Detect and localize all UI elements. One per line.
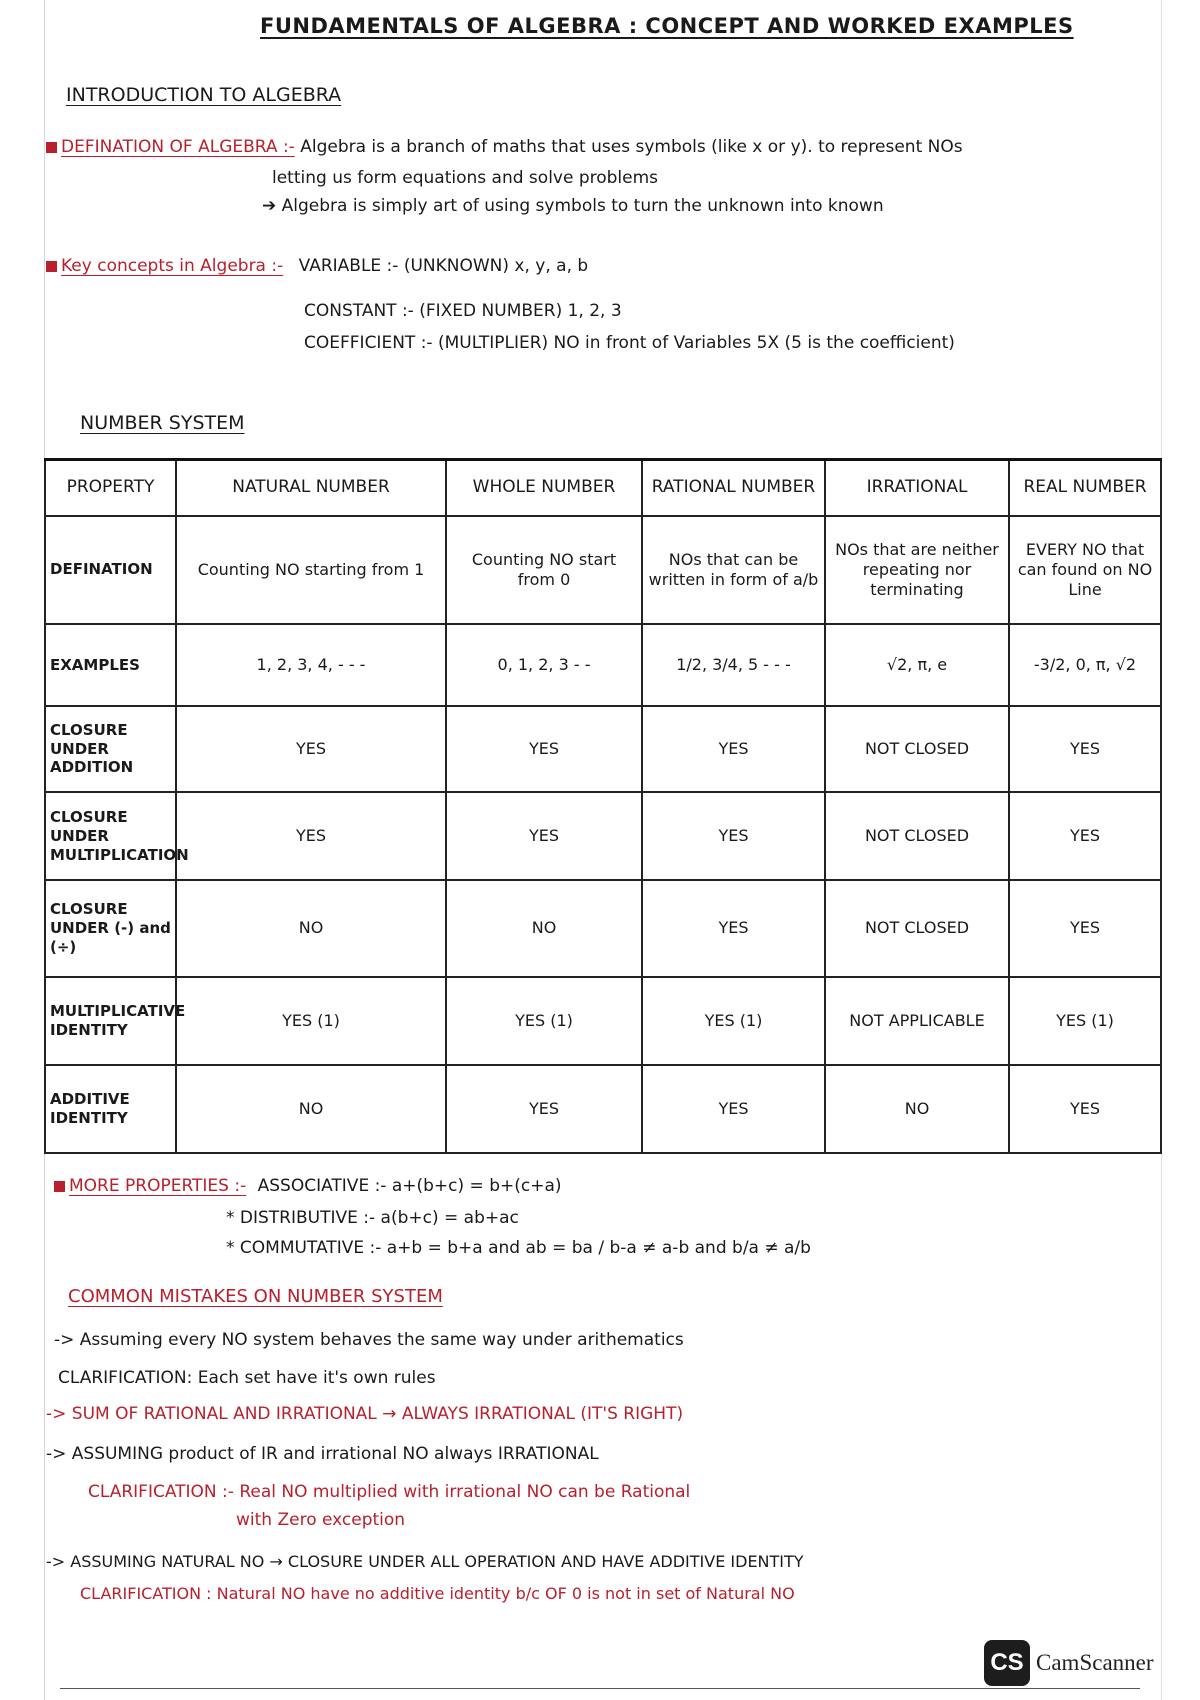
table-cell: YES (1) xyxy=(446,977,642,1065)
table-cell: YES xyxy=(642,792,825,880)
row-property: CLOSURE UNDER MULTIPLICATION xyxy=(45,792,176,880)
definition-text-3: Algebra is simply art of using symbols to turn the unknown into known xyxy=(281,196,884,216)
row-property: CLOSURE UNDER (-) and (÷) xyxy=(45,880,176,976)
table-cell: 0, 1, 2, 3 - - xyxy=(446,624,642,706)
intro-heading: INTRODUCTION TO ALGEBRA xyxy=(66,84,342,106)
page-title: FUNDAMENTALS OF ALGEBRA : CONCEPT AND WORKED EXAMPLES xyxy=(260,14,1074,38)
table-row xyxy=(45,880,1161,976)
coefficient-text: COEFFICIENT :- (MULTIPLIER) NO in front of Variables 5X (5 is the coefficient) xyxy=(304,333,955,353)
table-cell: YES (1) xyxy=(642,977,825,1065)
column-header: PROPERTY xyxy=(45,460,176,516)
table-cell: YES xyxy=(446,706,642,792)
table-cell: NOT APPLICABLE xyxy=(825,977,1009,1065)
commutative-value: COMMUTATIVE :- a+b = b+a and ab = ba / b-a ≠ a-b and b/a ≠ a/b xyxy=(239,1238,811,1258)
table-cell: NOs that can be written in form of a/b xyxy=(642,516,825,624)
column-header: NATURAL NUMBER xyxy=(176,460,446,516)
variable-text: VARIABLE :- (UNKNOWN) x, y, a, b xyxy=(298,256,589,276)
row-property: CLOSURE UNDER ADDITION xyxy=(45,706,176,792)
table-row xyxy=(45,706,1161,792)
mistakes-heading: COMMON MISTAKES ON NUMBER SYSTEM xyxy=(68,1286,443,1307)
table-cell: YES xyxy=(1009,880,1161,976)
constant-text: CONSTANT :- (FIXED NUMBER) 1, 2, 3 xyxy=(304,301,622,321)
table-cell: Counting NO starting from 1 xyxy=(176,516,446,624)
table-cell: YES xyxy=(642,880,825,976)
table-cell: YES xyxy=(1009,792,1161,880)
commutative-text: * COMMUTATIVE :- a+b = b+a and ab = ba / b-a ≠ a-b and b/a ≠ a/b xyxy=(226,1238,811,1258)
table-row xyxy=(45,1065,1161,1153)
table-cell: NOT CLOSED xyxy=(825,792,1009,880)
table-cell: NOs that are neither repeating nor terminating xyxy=(825,516,1009,624)
distributive-value: DISTRIBUTIVE :- a(b+c) = ab+ac xyxy=(239,1208,519,1228)
table-cell: NO xyxy=(176,880,446,976)
mistake-2: -> SUM OF RATIONAL AND IRRATIONAL → ALWAYS IRRATIONAL (IT'S RIGHT) xyxy=(46,1404,684,1424)
row-property: DEFINATION xyxy=(45,516,176,624)
mistake-3: -> ASSUMING product of IR and irrational NO always IRRATIONAL xyxy=(46,1444,599,1464)
page-bottom-rule xyxy=(60,1688,1140,1689)
column-header: WHOLE NUMBER xyxy=(446,460,642,516)
column-header: REAL NUMBER xyxy=(1009,460,1161,516)
clarification-3a: CLARIFICATION :- Real NO multiplied with irrational NO can be Rational xyxy=(88,1482,691,1502)
table-cell: EVERY NO that can found on NO Line xyxy=(1009,516,1161,624)
column-header: IRRATIONAL xyxy=(825,460,1009,516)
table-cell: YES xyxy=(176,706,446,792)
table-cell: NO xyxy=(176,1065,446,1153)
number-system-table xyxy=(44,458,1162,1154)
table-cell: YES xyxy=(446,1065,642,1153)
table-cell: NO xyxy=(446,880,642,976)
table-cell: 1, 2, 3, 4, - - - xyxy=(176,624,446,706)
table-cell: NOT CLOSED xyxy=(825,706,1009,792)
more-properties-row xyxy=(54,1176,562,1196)
bullet-icon xyxy=(54,1181,65,1192)
number-system-heading-text: NUMBER SYSTEM xyxy=(80,412,245,434)
distributive-text: * DISTRIBUTIVE :- a(b+c) = ab+ac xyxy=(226,1208,519,1228)
table-cell: YES (1) xyxy=(1009,977,1161,1065)
table-cell: Counting NO start from 0 xyxy=(446,516,642,624)
table-cell: YES xyxy=(176,792,446,880)
table-cell: YES xyxy=(1009,1065,1161,1153)
clarification-1: CLARIFICATION: Each set have it's own rules xyxy=(58,1368,436,1388)
table-row xyxy=(45,516,1161,624)
definition-text-1: Algebra is a branch of maths that uses symbols (like x or y). to represent NOs xyxy=(300,137,963,157)
bullet-icon xyxy=(46,142,57,153)
number-system-heading xyxy=(80,412,245,434)
more-properties-label: MORE PROPERTIES :- xyxy=(69,1176,247,1196)
table-cell: -3/2, 0, π, √2 xyxy=(1009,624,1161,706)
mistake-4: -> ASSUMING NATURAL NO → CLOSURE UNDER ALL OPERATION AND HAVE ADDITIVE IDENTITY xyxy=(46,1552,804,1571)
table-cell: NO xyxy=(825,1065,1009,1153)
mistake-1: -> Assuming every NO system behaves the same way under arithematics xyxy=(54,1330,684,1350)
table-cell: YES xyxy=(642,1065,825,1153)
row-property: EXAMPLES xyxy=(45,624,176,706)
definition-label: DEFINATION OF ALGEBRA :- xyxy=(61,137,295,157)
table-row xyxy=(45,977,1161,1065)
clarification-3b: with Zero exception xyxy=(236,1510,406,1530)
definition-text-2: letting us form equations and solve problems xyxy=(272,168,659,188)
table-row xyxy=(45,624,1161,706)
definition-text-3-row xyxy=(262,196,884,216)
camscanner-name: CamScanner xyxy=(1036,1650,1154,1675)
column-header: RATIONAL NUMBER xyxy=(642,460,825,516)
table-cell: √2, π, e xyxy=(825,624,1009,706)
row-property: MULTIPLICATIVE IDENTITY xyxy=(45,977,176,1065)
camscanner-logo: CS xyxy=(984,1640,1030,1686)
table-row xyxy=(45,792,1161,880)
key-concepts-label: Key concepts in Algebra :- xyxy=(61,256,284,276)
table-cell: YES xyxy=(642,706,825,792)
row-property: ADDITIVE IDENTITY xyxy=(45,1065,176,1153)
table-cell: YES (1) xyxy=(176,977,446,1065)
bullet-icon xyxy=(46,261,57,272)
table-cell: YES xyxy=(446,792,642,880)
table-cell: YES xyxy=(1009,706,1161,792)
table-cell: NOT CLOSED xyxy=(825,880,1009,976)
definition-row xyxy=(46,137,963,157)
arrow-icon: ➔ xyxy=(262,196,277,216)
associative-text: ASSOCIATIVE :- a+(b+c) = b+(c+a) xyxy=(257,1176,562,1196)
key-concepts-row xyxy=(46,256,588,276)
table-header-row xyxy=(45,460,1161,516)
table-cell: 1/2, 3/4, 5 - - - xyxy=(642,624,825,706)
clarification-4: CLARIFICATION : Natural NO have no additive identity b/c OF 0 is not in set of Natural NO xyxy=(80,1584,795,1603)
